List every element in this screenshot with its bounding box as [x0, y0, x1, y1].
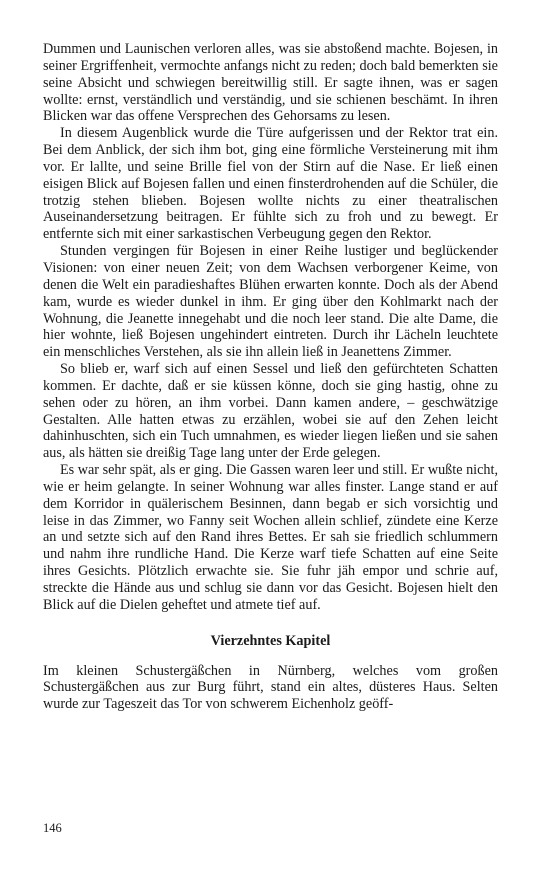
paragraph-5: Es war sehr spät, als er ging. Die Gassen waren leer und still. Er wußte nicht, wie er heim gelangte. In seiner Wohnung war alles finster. Lange stand er auf dem Korridor in quälerischem Besinnen, dann begab er sich vorsichtig und leise in das Zimmer, wo Fanny seit Wochen allein schlief, zündete eine Kerze an und setzte sich auf den Rand ihres Bettes. Er sah sie friedlich schlummern und nahm ihre rundliche Hand. Die Kerze warf tiefe Schatten auf eine Seite ihres Gesichts. Plötzlich erwachte sie. Sie fuhr jäh empor und schrie auf, streckte die Hände aus und schlug sie dann vor das Gesicht. Bojesen hielt den Blick auf die Dielen geheftet und atmete tief auf.	[43, 462, 498, 613]
paragraph-1: Dummen und Launischen verloren alles, was sie abstoßend machte. Bojesen, in seiner Ergriffenheit, vermochte anfangs nicht zu reden; doch bald bemerkten sie seine Absicht und schwiegen bereitwillig still. Er sagte ihnen, was er sagen wollte: ernst, verständlich und verständig, und sie schienen beschämt. In ihren Blicken war das offene Versprechen des Gehorsams zu lesen.	[43, 41, 498, 125]
chapter-opening-paragraph: Im kleinen Schustergäßchen in Nürnberg, welches vom großen Schustergäßchen aus zur Burg führt, stand ein altes, düsteres Haus. Selten wurde zur Tageszeit das Tor von schwerem Eichenholz geöff-	[43, 662, 498, 713]
paragraph-2: In diesem Augenblick wurde die Türe aufgerissen und der Rektor trat ein. Bei dem Anblick, der sich ihm bot, ging eine förmliche Versteinerung mit ihm vor. Er lallte, und seine Brille fiel von der Stirn auf die Nase. Er ließ einen eisigen Blick auf Bojesen fallen und einen finsterdrohenden auf die Schüler, die trotzig stehen blieben. Bojesen wollte nichts zu einer theatralischen Auseinandersetzung beitragen. Er fühlte sich zu froh und zu bewegt. Er entfernte sich mit einer sarkastischen Verbeugung gegen den Rektor.	[43, 125, 498, 243]
page-number: 146	[43, 821, 62, 835]
chapter-heading: Vierzehntes Kapitel	[210, 632, 331, 649]
page-body	[43, 41, 498, 713]
paragraph-3: Stunden vergingen für Bojesen in einer Reihe lustiger und beglückender Visionen: von einer neuen Zeit; von dem Wachsen verborgener Keime, von denen die Welt ein paradieshaftes Blühen erwarten konnte. Doch als der Abend kam, wurde es wieder dunkel in ihm. Er ging über den Kohlmarkt nach der Wohnung, die Jeanette innegehabt und die noch leer stand. Die alte Dame, die hier wohnte, ließ Bojesen ungehindert eintreten. Durch ihr Lächeln leuchtete ein menschliches Verstehen, als sie ihn allein ließ in Jeanettens Zimmer.	[43, 243, 498, 361]
paragraph-4: So blieb er, warf sich auf einen Sessel und ließ den gefürchteten Schatten kommen. Er dachte, daß er sie küssen könne, doch sie ging hastig, ohne zu sehen oder zu hören, an ihm vorbei. Dann kamen andere, – geschwätzige Gestalten. Alle hatten etwas zu erzählen, wobei sie auf den Zehen leicht dahinhuschten, sich ein Tuch umnahmen, es wieder liegen ließen und sie sahen aus, als hätten sie dreißig Tage lang unter der Erde gelegen.	[43, 361, 498, 462]
